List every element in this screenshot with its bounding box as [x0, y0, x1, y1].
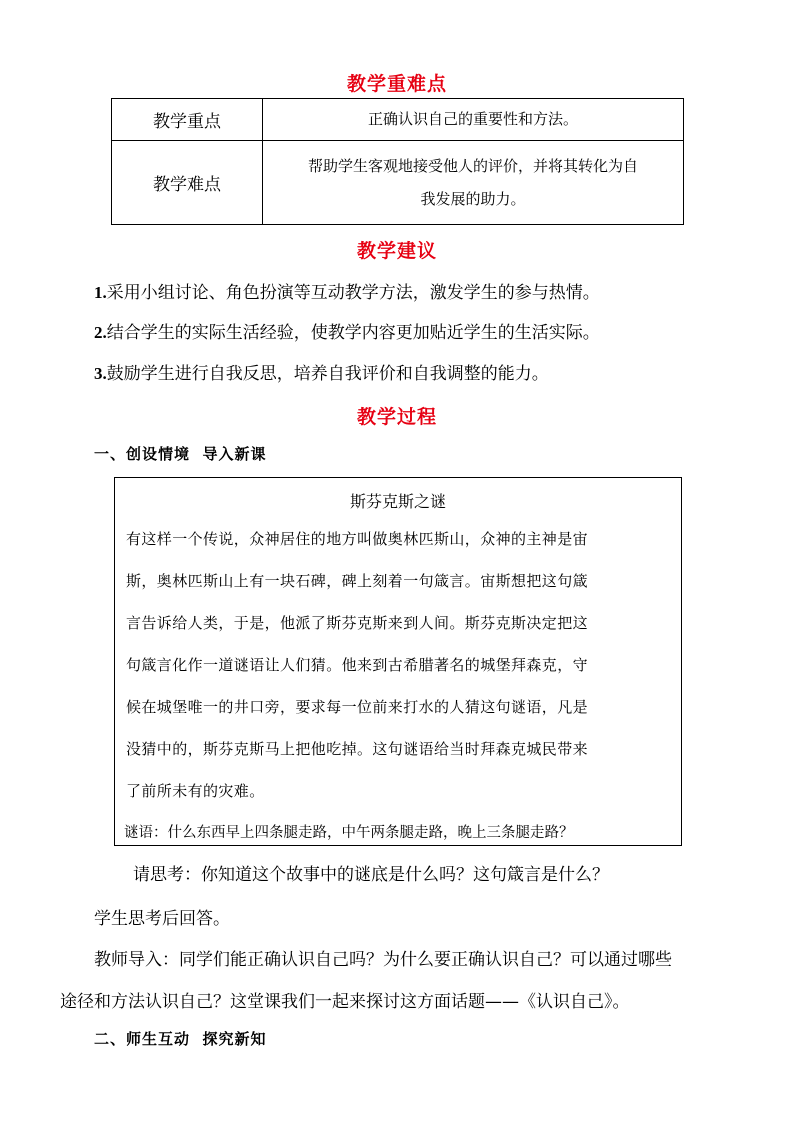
heading-process: 教学过程 — [356, 406, 437, 428]
table-row — [112, 141, 684, 225]
suggestion-item — [94, 359, 549, 384]
difficult-point-line: 帮助学生客观地接受他人的评价，并将其转化为自 — [307, 156, 638, 175]
key-point-label: 教学重点 — [112, 99, 263, 141]
suggestion-number: 2. — [94, 323, 107, 342]
difficult-point-value — [263, 141, 684, 225]
section-heading-2: 二、师生互动 探究新知 — [94, 1030, 267, 1048]
suggestion-number: 1. — [94, 283, 107, 302]
heading-suggestions: 教学建议 — [356, 240, 437, 262]
heading-key-difficult: 教学重难点 — [346, 73, 447, 95]
key-points-table — [111, 98, 684, 225]
suggestion-text: 采用小组讨论、角色扮演等互动教学方法，激发学生的参与热情。 — [106, 283, 600, 303]
story-line: 言告诉给人类，于是，他派了斯芬克斯来到人间。斯芬克斯决定把这 — [126, 614, 589, 632]
story-line: 候在城堡唯一的井口旁，要求每一位前来打水的人猜这句谜语，凡是 — [126, 698, 589, 716]
story-box — [114, 477, 682, 846]
suggestion-item — [94, 318, 600, 343]
story-line: 了前所未有的灾难。 — [126, 782, 265, 800]
suggestion-item — [94, 278, 600, 303]
student-answer: 学生思考后回答。 — [94, 909, 230, 929]
story-line: 没猜中的，斯芬克斯马上把他吃掉。这句谜语给当时拜森克城民带来 — [126, 740, 589, 758]
story-riddle: 谜语：什么东西早上四条腿走路，中午两条腿走路，晚上三条腿走路？ — [124, 825, 574, 841]
story-line: 有这样一个传说，众神居住的地方叫做奥林匹斯山，众神的主神是宙 — [126, 530, 589, 548]
story-title: 斯芬克斯之谜 — [349, 492, 446, 511]
teacher-intro-line: 途径和方法认识自己？这堂课我们一起来探讨这方面话题——《认识自己》。 — [60, 992, 630, 1012]
key-point-value: 正确认识自己的重要性和方法。 — [263, 99, 684, 141]
difficult-point-label: 教学难点 — [112, 141, 263, 225]
suggestion-number: 3. — [94, 364, 107, 383]
story-line: 句箴言化作一道谜语让人们猜。他来到古希腊著名的城堡拜森克，守 — [126, 656, 589, 674]
suggestion-text: 鼓励学生进行自我反思，培养自我评价和自我调整的能力。 — [106, 364, 549, 384]
suggestion-text: 结合学生的实际生活经验，使教学内容更加贴近学生的生活实际。 — [106, 323, 600, 343]
section-heading-1: 一、创设情境 导入新课 — [94, 445, 267, 463]
teacher-intro-line: 教师导入：同学们能正确认识自己吗？为什么要正确认识自己？可以通过哪些 — [94, 950, 672, 970]
think-question: 请思考：你知道这个故事中的谜底是什么吗？这句箴言是什么？ — [133, 865, 609, 885]
difficult-point-line: 我发展的助力。 — [420, 189, 526, 208]
table-row — [112, 99, 684, 141]
story-line: 斯，奥林匹斯山上有一块石碑，碑上刻着一句箴言。宙斯想把这句箴 — [126, 572, 589, 590]
